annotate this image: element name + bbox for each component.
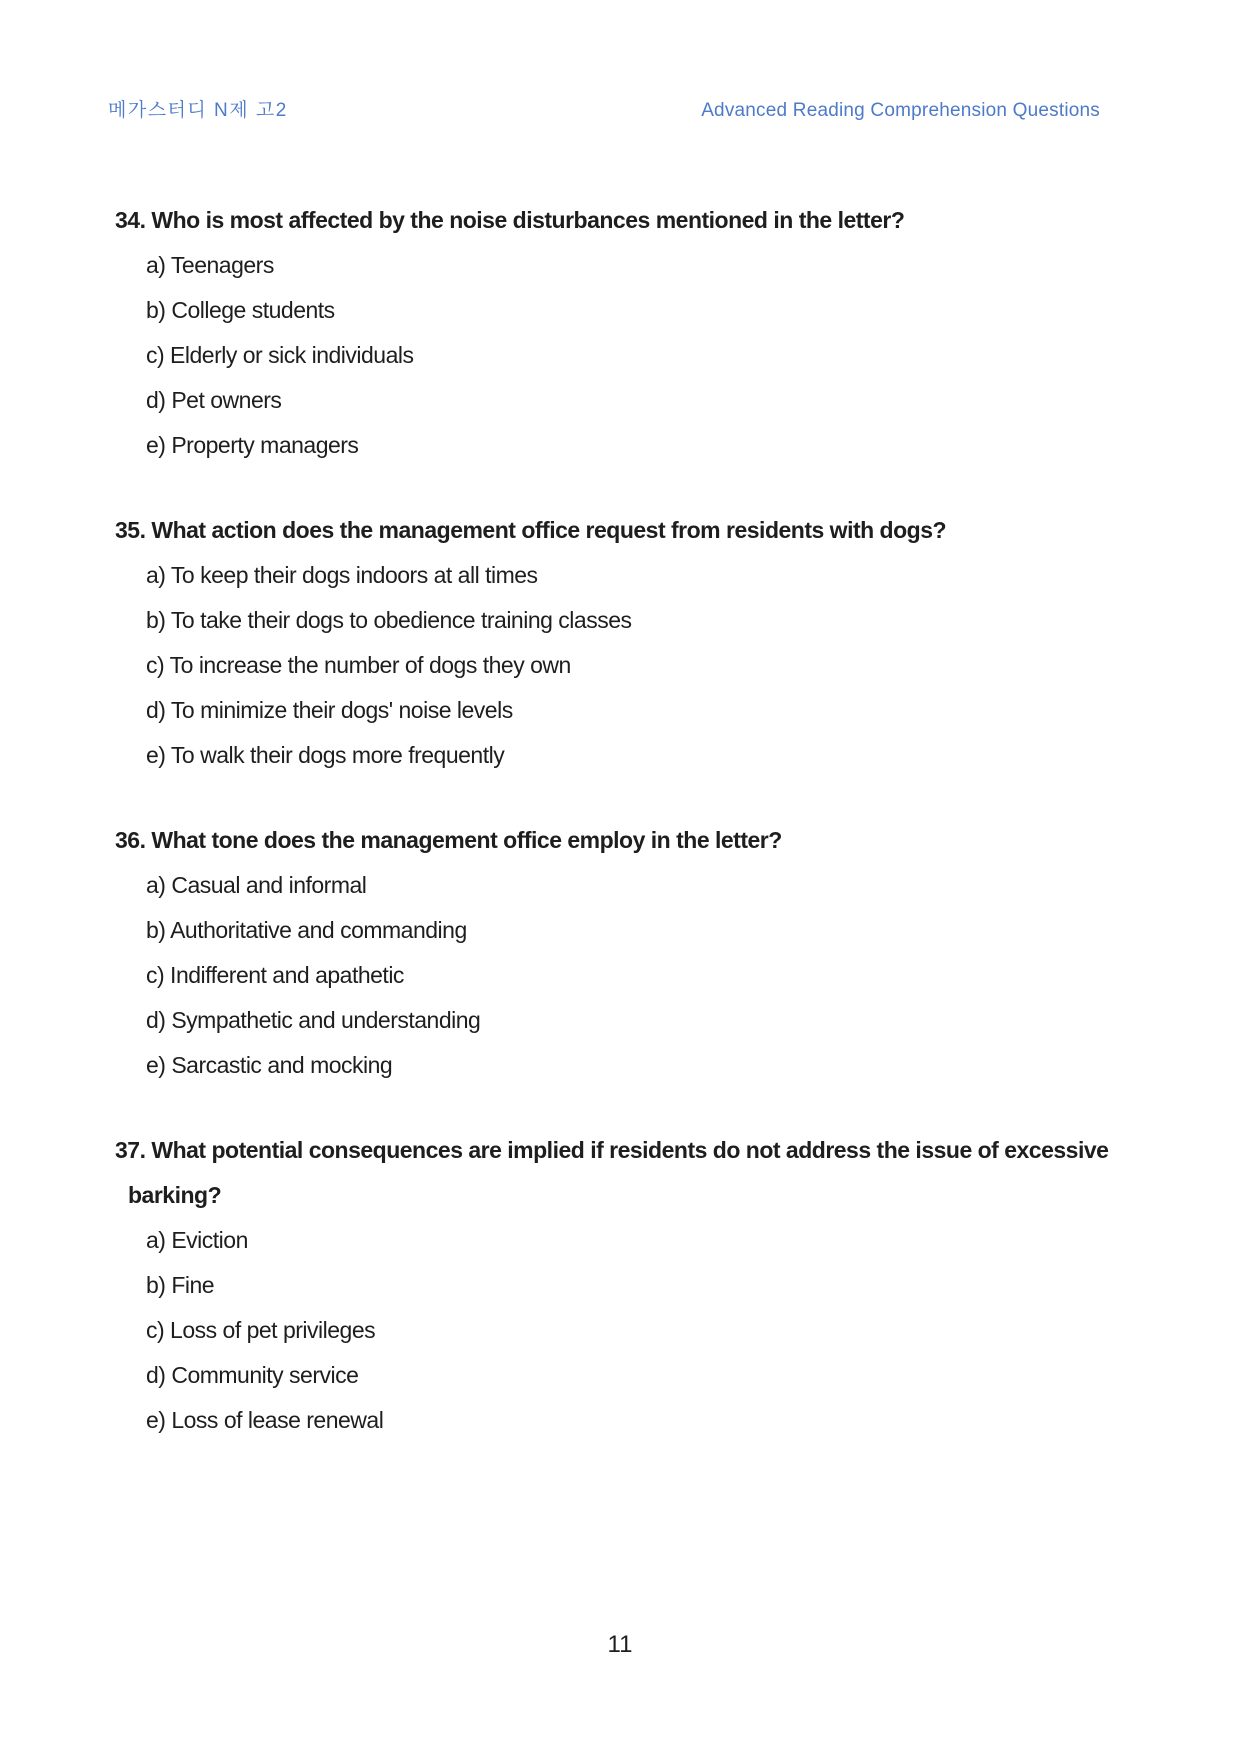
question-option: d) To minimize their dogs' noise levels: [146, 697, 513, 723]
question-option: b) College students: [146, 297, 335, 323]
question-heading: [115, 1128, 1120, 1173]
brand-text: 메가스터디 N제 고2: [108, 100, 288, 121]
question-option: a) Eviction: [146, 1227, 248, 1253]
questions-list: [115, 198, 1120, 1443]
question-option: b) To take their dogs to obedience training classes: [146, 607, 632, 633]
question-option: b) Authoritative and commanding: [146, 917, 467, 943]
question-number: 34.: [115, 207, 146, 233]
question-option: e) Sarcastic and mocking: [146, 1052, 393, 1078]
question-heading: [115, 818, 1120, 863]
question-block-34: [115, 198, 1120, 468]
question-text-continuation: barking?: [128, 1182, 222, 1208]
question-heading: [115, 508, 1120, 553]
question-option: e) Property managers: [146, 432, 359, 458]
page-footer: [0, 1622, 1240, 1667]
header-title: Advanced Reading Comprehension Questions: [701, 100, 1100, 121]
question-option: d) Community service: [146, 1362, 359, 1388]
question-text: Who is most affected by the noise disturbances mentioned in the letter?: [151, 207, 905, 233]
page-number: 11: [607, 1631, 633, 1658]
question-option: c) Indifferent and apathetic: [146, 962, 404, 988]
question-option: d) Sympathetic and understanding: [146, 1007, 481, 1033]
page-header: [108, 99, 1100, 123]
question-option: a) Teenagers: [146, 252, 274, 278]
question-option: d) Pet owners: [146, 387, 282, 413]
question-option: a) Casual and informal: [146, 872, 367, 898]
question-text: What tone does the management office employ in the letter?: [151, 827, 782, 853]
question-number: 35.: [115, 517, 146, 543]
question-option: b) Fine: [146, 1272, 215, 1298]
question-option: c) Elderly or sick individuals: [146, 342, 414, 368]
question-text: What potential consequences are implied if residents do not address the issue of excessive: [151, 1137, 1109, 1163]
question-option: c) To increase the number of dogs they own: [146, 652, 571, 678]
question-number: 36.: [115, 827, 146, 853]
question-text: What action does the management office request from residents with dogs?: [151, 517, 947, 543]
question-heading: [115, 198, 1120, 243]
question-block-37: [115, 1128, 1120, 1443]
question-option: e) To walk their dogs more frequently: [146, 742, 505, 768]
question-option: e) Loss of lease renewal: [146, 1407, 384, 1433]
question-option: a) To keep their dogs indoors at all times: [146, 562, 538, 588]
question-block-36: [115, 818, 1120, 1088]
question-option: c) Loss of pet privileges: [146, 1317, 376, 1343]
question-number: 37.: [115, 1137, 146, 1163]
question-block-35: [115, 508, 1120, 778]
